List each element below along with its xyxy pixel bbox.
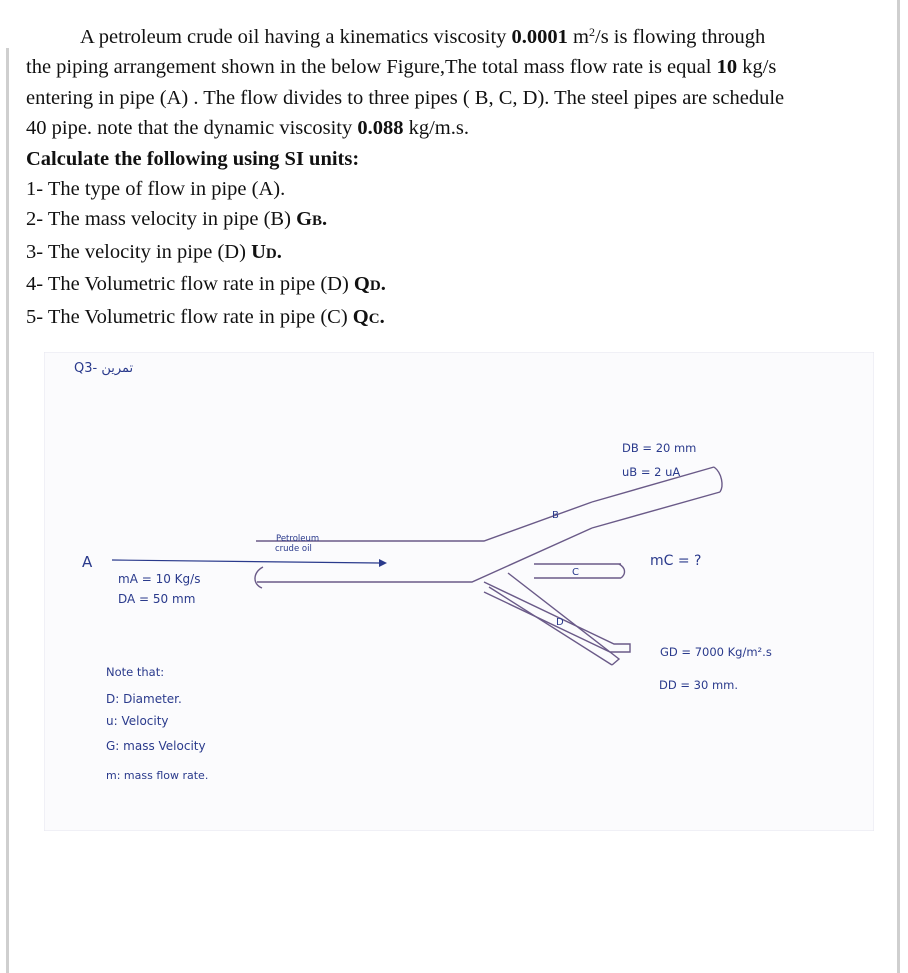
question-3: 3- The velocity in pipe (D) UD. <box>26 240 282 263</box>
fluid-label-line1: Petroleum <box>276 534 320 544</box>
mass-flow-a: mA = 10 Kg/s <box>118 572 201 586</box>
diameter-b: DB = 20 mm <box>622 441 697 455</box>
label-pipe-a: A <box>82 553 93 571</box>
mass-velocity-d: GD = 7000 Kg/m².s <box>660 645 772 659</box>
figure-corner-label: Q3- تمرين <box>74 361 134 376</box>
question-1: 1- The type of flow in pipe (A). <box>26 178 286 201</box>
note-diameter: D: Diameter. <box>106 692 182 706</box>
page-right-border <box>897 0 900 973</box>
label-pipe-c: C <box>572 567 579 578</box>
problem-line-1: A petroleum crude oil having a kinematics viscosity 0.0001 $m^2/s$ is flowing through <box>80 25 766 48</box>
question-2: 2- The mass velocity in pipe (B) GB. <box>26 208 328 231</box>
question-4: 4- The Volumetric flow rate in pipe (D) QD. <box>26 273 386 296</box>
problem-statement <box>26 22 888 334</box>
velocity-b: uB = 2 uA <box>622 465 681 479</box>
note-title: Note that: <box>106 665 165 679</box>
questions-heading: Calculate the following using SI units: <box>26 147 360 170</box>
diameter-a: DA = 50 mm <box>118 592 196 606</box>
problem-line-3: entering in pipe (A) . The flow divides to three pipes ( B, C, D). The steel pipes are schedule <box>26 86 785 109</box>
pipe-diagram-figure <box>44 352 874 831</box>
question-5: 5- The Volumetric flow rate in pipe (C) QC. <box>26 305 385 328</box>
label-pipe-b: B <box>552 510 559 521</box>
label-pipe-d: D <box>556 617 564 628</box>
problem-line-4: 40 pipe. note that the dynamic viscosity 0.088 kg/m.s. <box>26 117 469 140</box>
diameter-d: DD = 30 mm. <box>659 678 739 692</box>
problem-line-2: the piping arrangement shown in the below Figure,The total mass flow rate is equal 10 kg/s <box>26 56 777 79</box>
page-left-border <box>6 48 9 973</box>
fluid-label-line2: crude oil <box>275 544 312 554</box>
pipe-diagram <box>44 352 874 831</box>
note-mass-velocity: G: mass Velocity <box>106 739 206 753</box>
note-mass-flow-rate: m: mass flow rate. <box>106 769 209 782</box>
note-velocity: u: Velocity <box>106 714 169 728</box>
mass-flow-c: mC = ? <box>650 553 702 569</box>
